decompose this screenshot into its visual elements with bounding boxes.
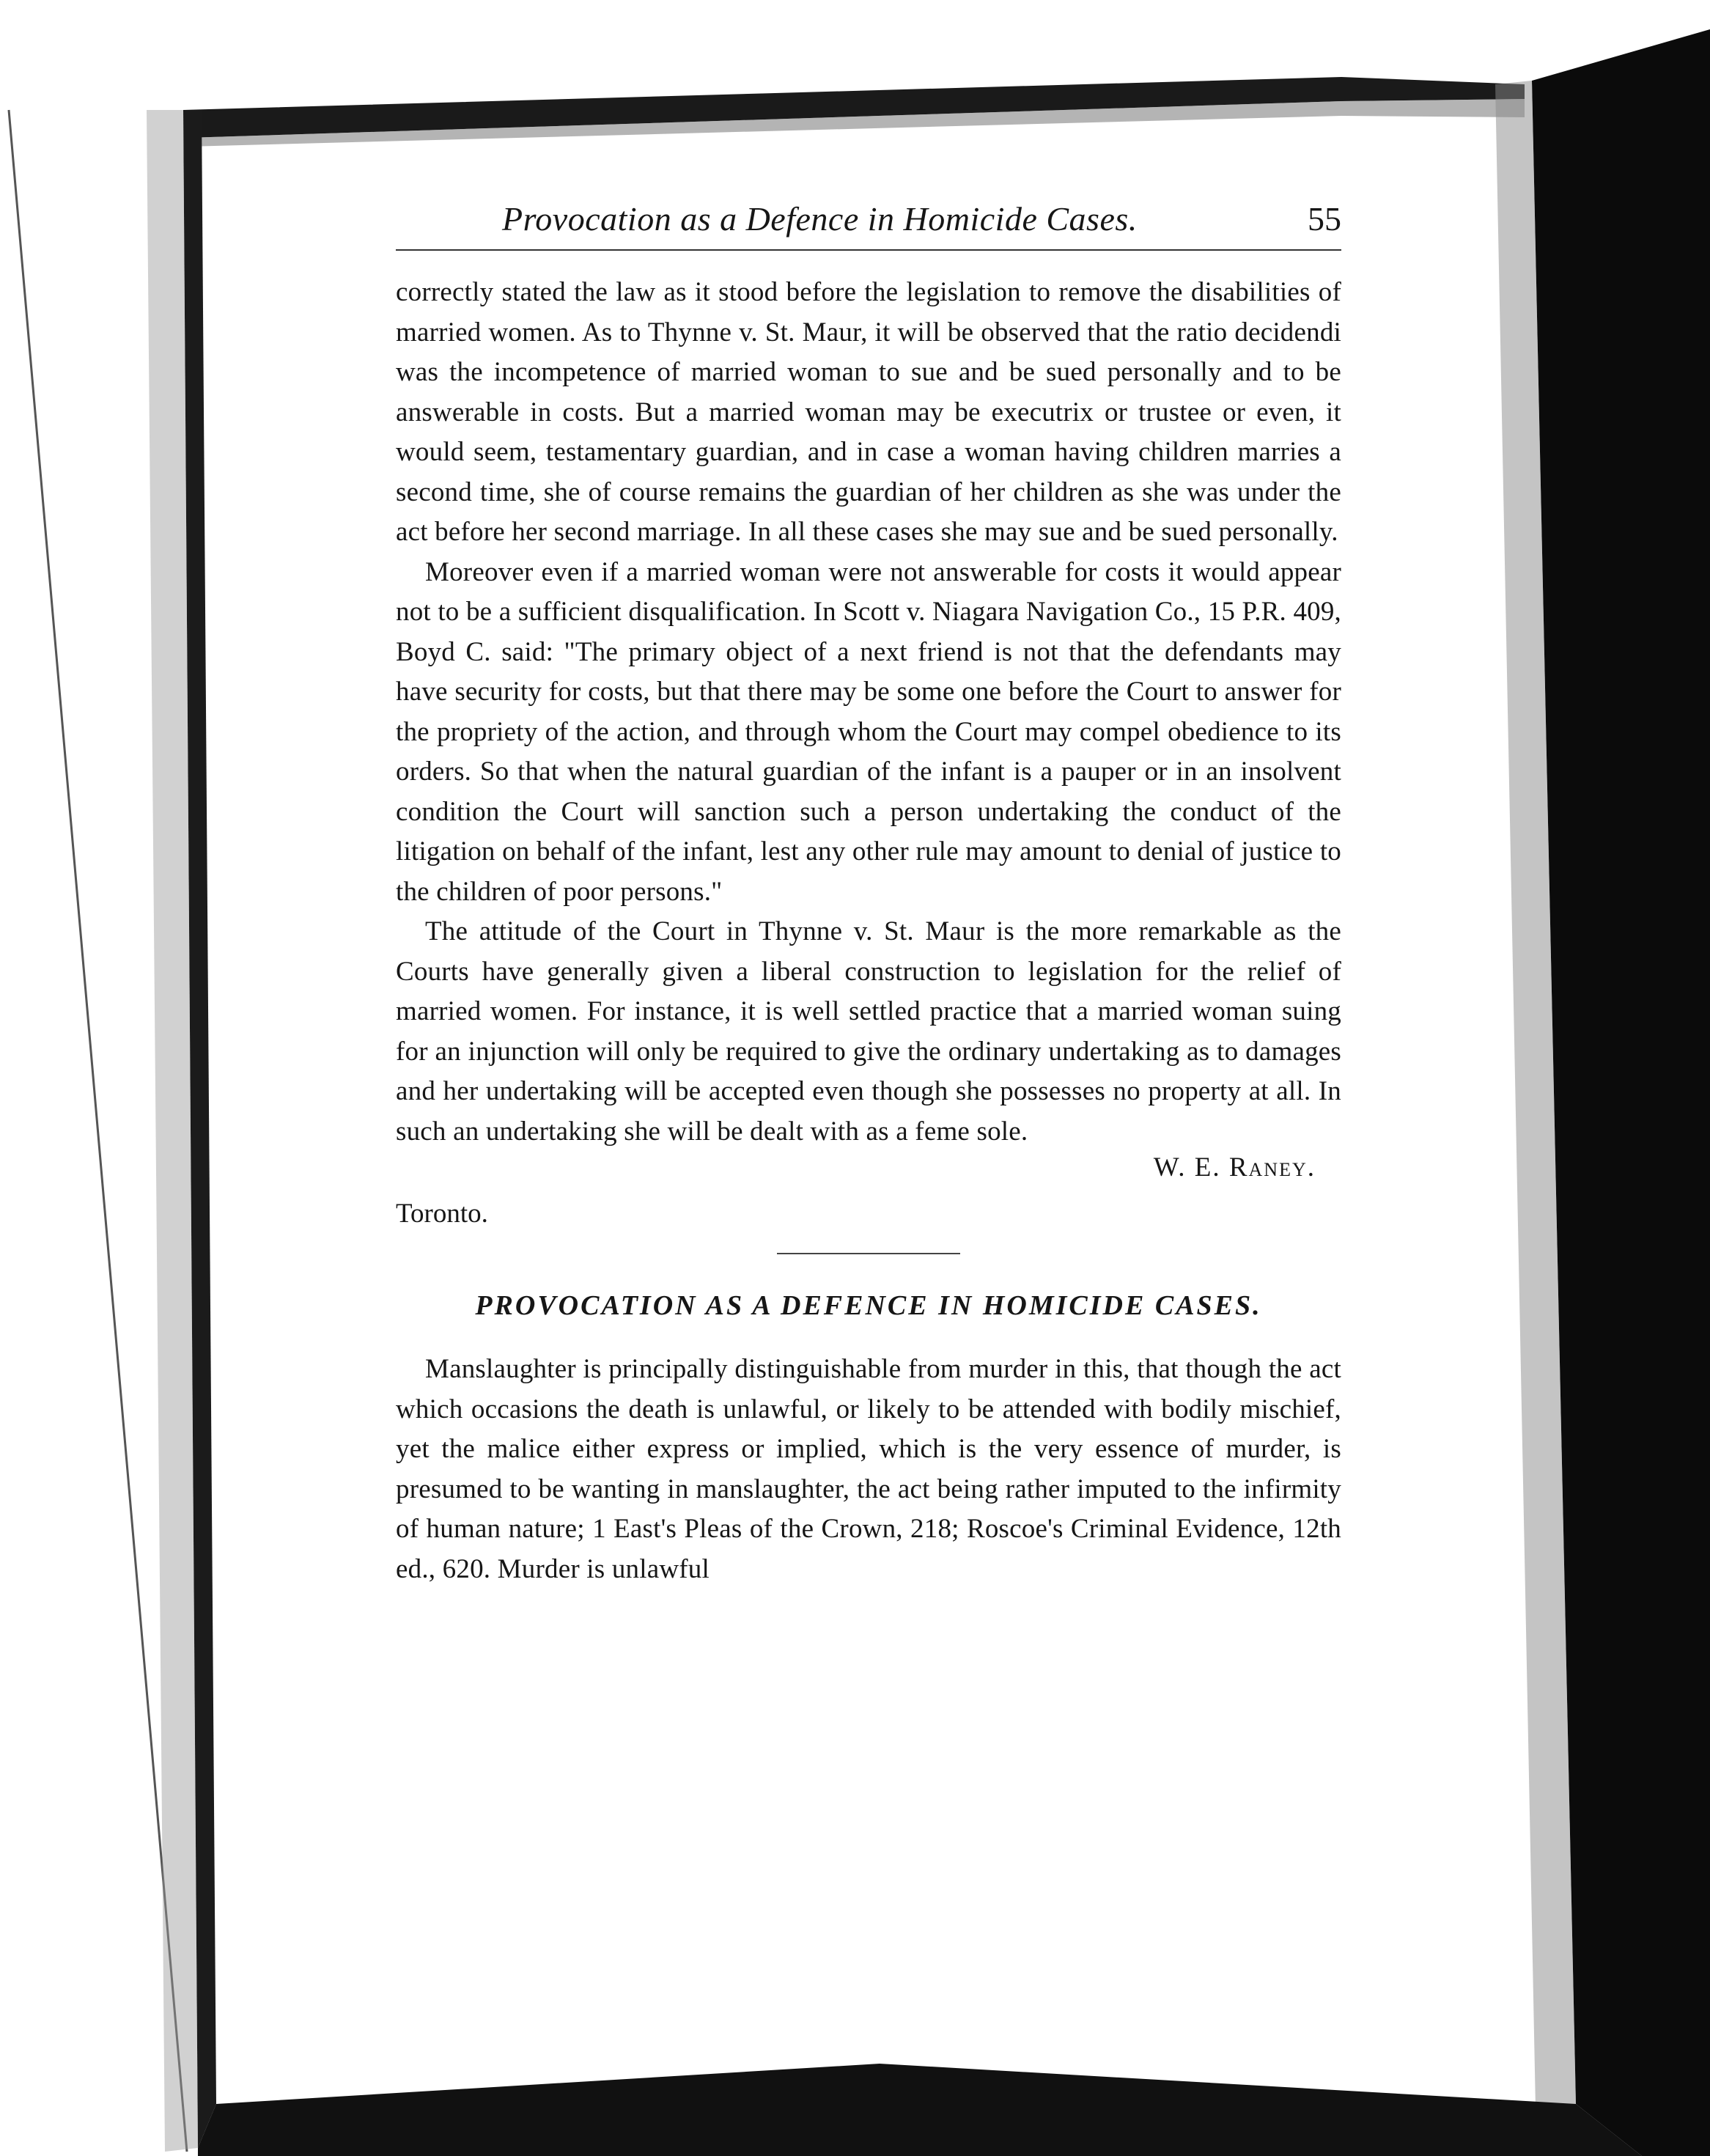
right-edge-grey xyxy=(1495,81,1576,2108)
bottom-edge-shadow xyxy=(198,2064,1642,2156)
running-title: Provocation as a Defence in Homicide Cases. xyxy=(502,200,1138,238)
signature-row xyxy=(396,1152,1341,1196)
place-line: Toronto. xyxy=(396,1199,488,1229)
paragraph-1: correctly stated the law as it stood before the legislation to remove the disabilities of married women. As to Thynne v. St. Maur, it will be observed that the ratio decidendi was the incompetence of married woman to sue and be sued personally and to be answerable in costs. But a married woman may be executrix or trustee or even, it would seem, testamentary guardian, and in case a woman having children marries a second time, she of course remains the guardian of her children as she was under the act before her second marriage. In all these cases she may sue and be sued personally. xyxy=(396,277,1341,547)
left-gutter-shadow xyxy=(183,110,216,2148)
page-top-grey xyxy=(187,99,1525,147)
page-left-edge xyxy=(9,110,187,2152)
section-divider xyxy=(777,1253,960,1254)
right-edge-shadow xyxy=(1532,29,1710,2156)
page-number: 55 xyxy=(1308,200,1341,238)
left-gutter-grey xyxy=(147,110,198,2152)
paragraph-4: Manslaughter is principally distinguishable from murder in this, that though the act which occasions the death is unlawful, or likely to be attended with bodily mischief, yet the malice either express or implied, which is the very essence of murder, is presumed to be wanting in manslaughter, the act being rather imputed to the infirmity of human nature; 1 East's Pleas of the Crown, 218; Roscoe's Criminal Evidence, 12th ed., 620. Murder is unlawful xyxy=(396,1354,1341,1584)
page-top-shadow xyxy=(183,77,1525,138)
paragraph-3: The attitude of the Court in Thynne v. St. Maur is the more remarkable as the Courts have generally given a liberal construction to legislation for the relief of married women. For instance, it is well settled practice that a married woman suing for an injunction will only be required to give the ordinary undertaking as to damages and her undertaking will be accepted even though she possesses no property at all. In such an undertaking she will be dealt with as a feme sole. xyxy=(396,916,1341,1147)
article-heading: PROVOCATION AS A DEFENCE IN HOMICIDE CASES. xyxy=(475,1290,1262,1321)
book-page xyxy=(396,198,1341,1589)
paragraph-2: Moreover even if a married woman were not answerable for costs it would appear not to be a sufficient disqualification. In Scott v. Niagara Navigation Co., 15 P.R. 409, Boyd C. said: "The primary object of a next friend is not that the defendants may have security for costs, but that there may be some one before the Court to answer for the propriety of the action, and through whom the Court may compel obedience to its orders. So that when the natural guardian of the infant is a pauper or in an insolvent condition the Court will sanction such a person undertaking the conduct of the litigation on behalf of the infant, lest any other rule may amount to denial of justice to the children of poor persons." xyxy=(396,556,1341,907)
running-head xyxy=(396,198,1341,251)
author-signature: W. E. Raney. xyxy=(1153,1152,1316,1182)
